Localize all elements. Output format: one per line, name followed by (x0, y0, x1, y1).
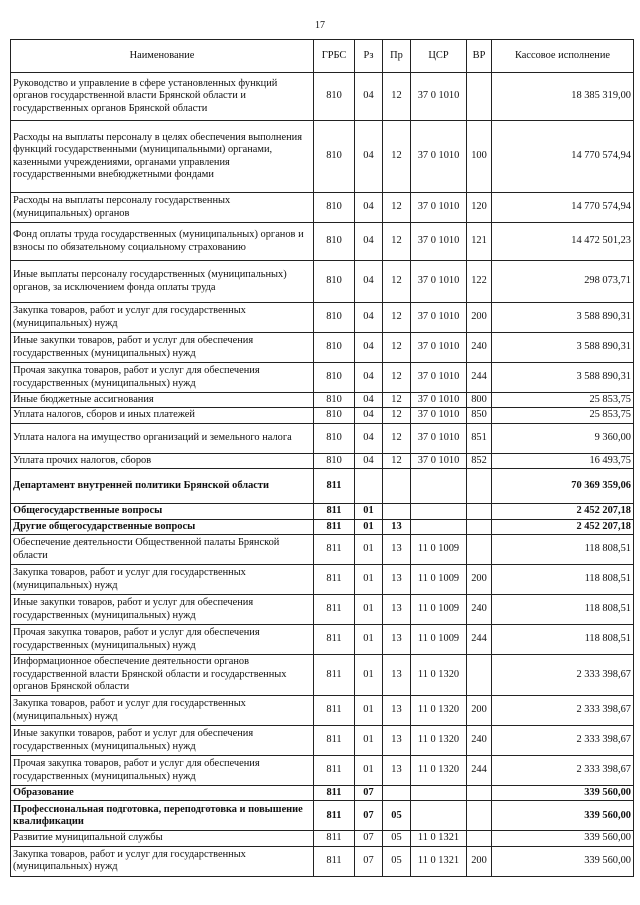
cell-amount: 339 560,00 (492, 801, 634, 831)
table-row (11, 696, 634, 726)
cell-name: Уплата прочих налогов, сборов (11, 453, 314, 468)
cell-vr (467, 73, 492, 121)
cell-pr: 13 (383, 595, 411, 625)
cell-rz: 01 (355, 756, 383, 786)
cell-csr: 37 0 1010 (411, 121, 467, 193)
cell-amount: 25 853,75 (492, 393, 634, 408)
cell-pr: 13 (383, 756, 411, 786)
cell-grbs: 811 (314, 565, 355, 595)
cell-amount: 2 452 207,18 (492, 504, 634, 519)
cell-pr: 05 (383, 846, 411, 876)
cell-csr: 37 0 1010 (411, 73, 467, 121)
cell-vr: 244 (467, 756, 492, 786)
cell-csr: 37 0 1010 (411, 363, 467, 393)
cell-vr: 100 (467, 121, 492, 193)
cell-name: Уплата налогов, сборов и иных платежей (11, 408, 314, 423)
cell-name: Другие общегосударственные вопросы (11, 519, 314, 534)
cell-grbs: 810 (314, 223, 355, 261)
cell-rz (355, 469, 383, 504)
cell-csr: 37 0 1010 (411, 393, 467, 408)
cell-pr (383, 469, 411, 504)
cell-name: Иные закупки товаров, работ и услуг для обеспечения государственных (муниципальных) нужд (11, 595, 314, 625)
cell-amount: 339 560,00 (492, 831, 634, 846)
cell-rz: 01 (355, 565, 383, 595)
cell-rz: 01 (355, 519, 383, 534)
cell-name: Фонд оплаты труда государственных (муниципальных) органов и взносы по обязательному социальному страхованию (11, 223, 314, 261)
cell-vr: 200 (467, 846, 492, 876)
cell-amount: 3 588 890,31 (492, 303, 634, 333)
table-row (11, 393, 634, 408)
cell-name: Профессиональная подготовка, переподготовка и повышение квалификации (11, 801, 314, 831)
cell-rz: 04 (355, 121, 383, 193)
cell-rz: 01 (355, 655, 383, 696)
cell-grbs: 811 (314, 696, 355, 726)
cell-rz: 04 (355, 393, 383, 408)
cell-pr: 12 (383, 193, 411, 223)
table-row (11, 363, 634, 393)
header-grbs: ГРБС (314, 40, 355, 73)
cell-name: Расходы на выплаты персоналу в целях обеспечения выполнения функций государственными (муниципальными) органами, казенными учреждениями, органами управления государственными внебюджетными фондами (11, 121, 314, 193)
cell-grbs: 811 (314, 469, 355, 504)
cell-rz: 01 (355, 504, 383, 519)
table-row (11, 423, 634, 453)
table-row (11, 625, 634, 655)
cell-amount: 9 360,00 (492, 423, 634, 453)
header-rz: Рз (355, 40, 383, 73)
cell-csr (411, 469, 467, 504)
cell-vr: 240 (467, 333, 492, 363)
cell-rz: 04 (355, 333, 383, 363)
cell-csr: 11 0 1320 (411, 726, 467, 756)
cell-name: Расходы на выплаты персоналу государственных (муниципальных) органов (11, 193, 314, 223)
cell-vr: 240 (467, 726, 492, 756)
cell-rz: 07 (355, 801, 383, 831)
cell-grbs: 811 (314, 786, 355, 801)
cell-pr: 05 (383, 831, 411, 846)
cell-csr: 37 0 1010 (411, 303, 467, 333)
cell-name: Общегосударственные вопросы (11, 504, 314, 519)
cell-csr (411, 504, 467, 519)
cell-vr: 244 (467, 363, 492, 393)
cell-name: Иные выплаты персоналу государственных (муниципальных) органов, за исключением фонда оплаты труда (11, 261, 314, 303)
cell-amount: 2 452 207,18 (492, 519, 634, 534)
header-name: Наименование (11, 40, 314, 73)
cell-csr: 37 0 1010 (411, 333, 467, 363)
cell-csr: 37 0 1010 (411, 193, 467, 223)
header-vr: ВР (467, 40, 492, 73)
cell-amount: 16 493,75 (492, 453, 634, 468)
cell-csr: 11 0 1009 (411, 595, 467, 625)
cell-grbs: 811 (314, 504, 355, 519)
cell-amount: 2 333 398,67 (492, 756, 634, 786)
cell-name: Иные закупки товаров, работ и услуг для обеспечения государственных (муниципальных) нужд (11, 726, 314, 756)
cell-pr: 13 (383, 565, 411, 595)
cell-name: Прочая закупка товаров, работ и услуг для обеспечения государственных (муниципальных) нужд (11, 625, 314, 655)
cell-grbs: 811 (314, 625, 355, 655)
table-row (11, 846, 634, 876)
table-row (11, 261, 634, 303)
cell-grbs: 810 (314, 423, 355, 453)
cell-rz: 04 (355, 223, 383, 261)
cell-name: Иные бюджетные ассигнования (11, 393, 314, 408)
cell-amount: 2 333 398,67 (492, 655, 634, 696)
cell-vr: 240 (467, 595, 492, 625)
cell-pr: 13 (383, 726, 411, 756)
cell-csr: 37 0 1010 (411, 423, 467, 453)
header-csr: ЦСР (411, 40, 467, 73)
cell-amount: 118 808,51 (492, 565, 634, 595)
table-header-row (11, 40, 634, 73)
cell-amount: 18 385 319,00 (492, 73, 634, 121)
table-row (11, 756, 634, 786)
cell-vr: 200 (467, 303, 492, 333)
cell-vr (467, 535, 492, 565)
cell-vr: 200 (467, 565, 492, 595)
cell-vr: 200 (467, 696, 492, 726)
cell-vr (467, 655, 492, 696)
cell-grbs: 811 (314, 801, 355, 831)
cell-name: Закупка товаров, работ и услуг для государственных (муниципальных) нужд (11, 303, 314, 333)
table-row (11, 408, 634, 423)
table-row (11, 303, 634, 333)
table-row (11, 655, 634, 696)
cell-pr: 05 (383, 801, 411, 831)
cell-pr: 12 (383, 453, 411, 468)
cell-csr (411, 801, 467, 831)
cell-rz: 04 (355, 423, 383, 453)
cell-vr (467, 801, 492, 831)
budget-execution-table (10, 39, 634, 877)
cell-vr: 850 (467, 408, 492, 423)
cell-csr: 11 0 1009 (411, 625, 467, 655)
cell-amount: 118 808,51 (492, 625, 634, 655)
cell-name: Закупка товаров, работ и услуг для государственных (муниципальных) нужд (11, 565, 314, 595)
cell-grbs: 811 (314, 535, 355, 565)
table-row (11, 786, 634, 801)
cell-pr: 12 (383, 73, 411, 121)
cell-name: Образование (11, 786, 314, 801)
cell-pr: 12 (383, 261, 411, 303)
cell-name: Прочая закупка товаров, работ и услуг для обеспечения государственных (муниципальных) нужд (11, 756, 314, 786)
table-row (11, 193, 634, 223)
cell-pr: 12 (383, 121, 411, 193)
cell-grbs: 810 (314, 121, 355, 193)
cell-csr: 11 0 1320 (411, 756, 467, 786)
cell-csr: 11 0 1320 (411, 696, 467, 726)
cell-amount: 14 472 501,23 (492, 223, 634, 261)
cell-grbs: 811 (314, 726, 355, 756)
cell-name: Уплата налога на имущество организаций и земельного налога (11, 423, 314, 453)
cell-amount: 14 770 574,94 (492, 121, 634, 193)
cell-rz: 04 (355, 453, 383, 468)
table-row (11, 469, 634, 504)
cell-csr (411, 519, 467, 534)
cell-pr: 13 (383, 625, 411, 655)
page-number: 17 (315, 20, 325, 31)
header-pr: Пр (383, 40, 411, 73)
header-amount: Кассовое исполнение (492, 40, 634, 73)
cell-vr: 120 (467, 193, 492, 223)
cell-grbs: 810 (314, 408, 355, 423)
cell-csr (411, 786, 467, 801)
cell-amount: 339 560,00 (492, 846, 634, 876)
table-body (11, 73, 634, 877)
cell-amount: 2 333 398,67 (492, 696, 634, 726)
table-row (11, 535, 634, 565)
table-row (11, 73, 634, 121)
cell-rz: 04 (355, 303, 383, 333)
cell-grbs: 811 (314, 831, 355, 846)
cell-rz: 04 (355, 408, 383, 423)
cell-rz: 04 (355, 363, 383, 393)
cell-amount: 2 333 398,67 (492, 726, 634, 756)
table-row (11, 831, 634, 846)
table-row (11, 223, 634, 261)
cell-csr: 37 0 1010 (411, 223, 467, 261)
cell-grbs: 811 (314, 519, 355, 534)
cell-pr: 12 (383, 223, 411, 261)
table-row (11, 121, 634, 193)
cell-grbs: 811 (314, 846, 355, 876)
cell-rz: 01 (355, 595, 383, 625)
cell-name: Закупка товаров, работ и услуг для государственных (муниципальных) нужд (11, 846, 314, 876)
cell-grbs: 811 (314, 756, 355, 786)
cell-rz: 01 (355, 726, 383, 756)
cell-grbs: 810 (314, 261, 355, 303)
cell-amount: 14 770 574,94 (492, 193, 634, 223)
cell-rz: 04 (355, 261, 383, 303)
cell-name: Прочая закупка товаров, работ и услуг для обеспечения государственных (муниципальных) нужд (11, 363, 314, 393)
cell-name: Закупка товаров, работ и услуг для государственных (муниципальных) нужд (11, 696, 314, 726)
cell-csr: 11 0 1321 (411, 846, 467, 876)
cell-grbs: 810 (314, 393, 355, 408)
cell-pr: 13 (383, 696, 411, 726)
cell-grbs: 810 (314, 453, 355, 468)
cell-rz: 07 (355, 846, 383, 876)
cell-csr: 37 0 1010 (411, 453, 467, 468)
cell-amount: 298 073,71 (492, 261, 634, 303)
cell-csr: 11 0 1320 (411, 655, 467, 696)
cell-vr (467, 469, 492, 504)
cell-rz: 04 (355, 193, 383, 223)
cell-name: Иные закупки товаров, работ и услуг для обеспечения государственных (муниципальных) нужд (11, 333, 314, 363)
cell-pr: 12 (383, 303, 411, 333)
cell-pr: 12 (383, 363, 411, 393)
cell-name: Информационное обеспечение деятельности органов государственной власти Брянской области и государственных органов Брянской области (11, 655, 314, 696)
cell-csr: 37 0 1010 (411, 261, 467, 303)
cell-grbs: 810 (314, 193, 355, 223)
cell-csr: 37 0 1010 (411, 408, 467, 423)
cell-rz: 01 (355, 625, 383, 655)
cell-csr: 11 0 1009 (411, 565, 467, 595)
cell-vr (467, 519, 492, 534)
cell-grbs: 811 (314, 595, 355, 625)
cell-vr: 121 (467, 223, 492, 261)
cell-pr: 12 (383, 393, 411, 408)
table-row (11, 726, 634, 756)
cell-amount: 70 369 359,06 (492, 469, 634, 504)
cell-grbs: 811 (314, 655, 355, 696)
cell-rz: 01 (355, 535, 383, 565)
cell-amount: 3 588 890,31 (492, 363, 634, 393)
cell-grbs: 810 (314, 303, 355, 333)
table-row (11, 504, 634, 519)
cell-grbs: 810 (314, 363, 355, 393)
cell-rz: 07 (355, 831, 383, 846)
cell-pr: 12 (383, 423, 411, 453)
cell-amount: 3 588 890,31 (492, 333, 634, 363)
cell-pr: 13 (383, 519, 411, 534)
cell-amount: 25 853,75 (492, 408, 634, 423)
cell-rz: 04 (355, 73, 383, 121)
table-row (11, 333, 634, 363)
cell-pr: 13 (383, 535, 411, 565)
cell-amount: 118 808,51 (492, 595, 634, 625)
cell-vr (467, 831, 492, 846)
cell-pr: 12 (383, 408, 411, 423)
table-row (11, 801, 634, 831)
table-row (11, 519, 634, 534)
cell-name: Департамент внутренней политики Брянской области (11, 469, 314, 504)
cell-csr: 11 0 1009 (411, 535, 467, 565)
cell-grbs: 810 (314, 333, 355, 363)
cell-amount: 339 560,00 (492, 786, 634, 801)
cell-pr (383, 786, 411, 801)
cell-csr: 11 0 1321 (411, 831, 467, 846)
cell-vr (467, 786, 492, 801)
cell-amount: 118 808,51 (492, 535, 634, 565)
cell-pr (383, 504, 411, 519)
cell-vr: 852 (467, 453, 492, 468)
cell-name: Обеспечение деятельности Общественной палаты Брянской области (11, 535, 314, 565)
cell-pr: 13 (383, 655, 411, 696)
table-row (11, 453, 634, 468)
cell-vr: 851 (467, 423, 492, 453)
cell-vr: 800 (467, 393, 492, 408)
cell-vr: 122 (467, 261, 492, 303)
cell-pr: 12 (383, 333, 411, 363)
cell-rz: 07 (355, 786, 383, 801)
cell-rz: 01 (355, 696, 383, 726)
cell-name: Развитие муниципальной службы (11, 831, 314, 846)
table-row (11, 595, 634, 625)
cell-name: Руководство и управление в сфере установленных функций органов государственной власти Брянской области и государственных органов Брянской области (11, 73, 314, 121)
cell-grbs: 810 (314, 73, 355, 121)
table-row (11, 565, 634, 595)
cell-vr: 244 (467, 625, 492, 655)
cell-vr (467, 504, 492, 519)
